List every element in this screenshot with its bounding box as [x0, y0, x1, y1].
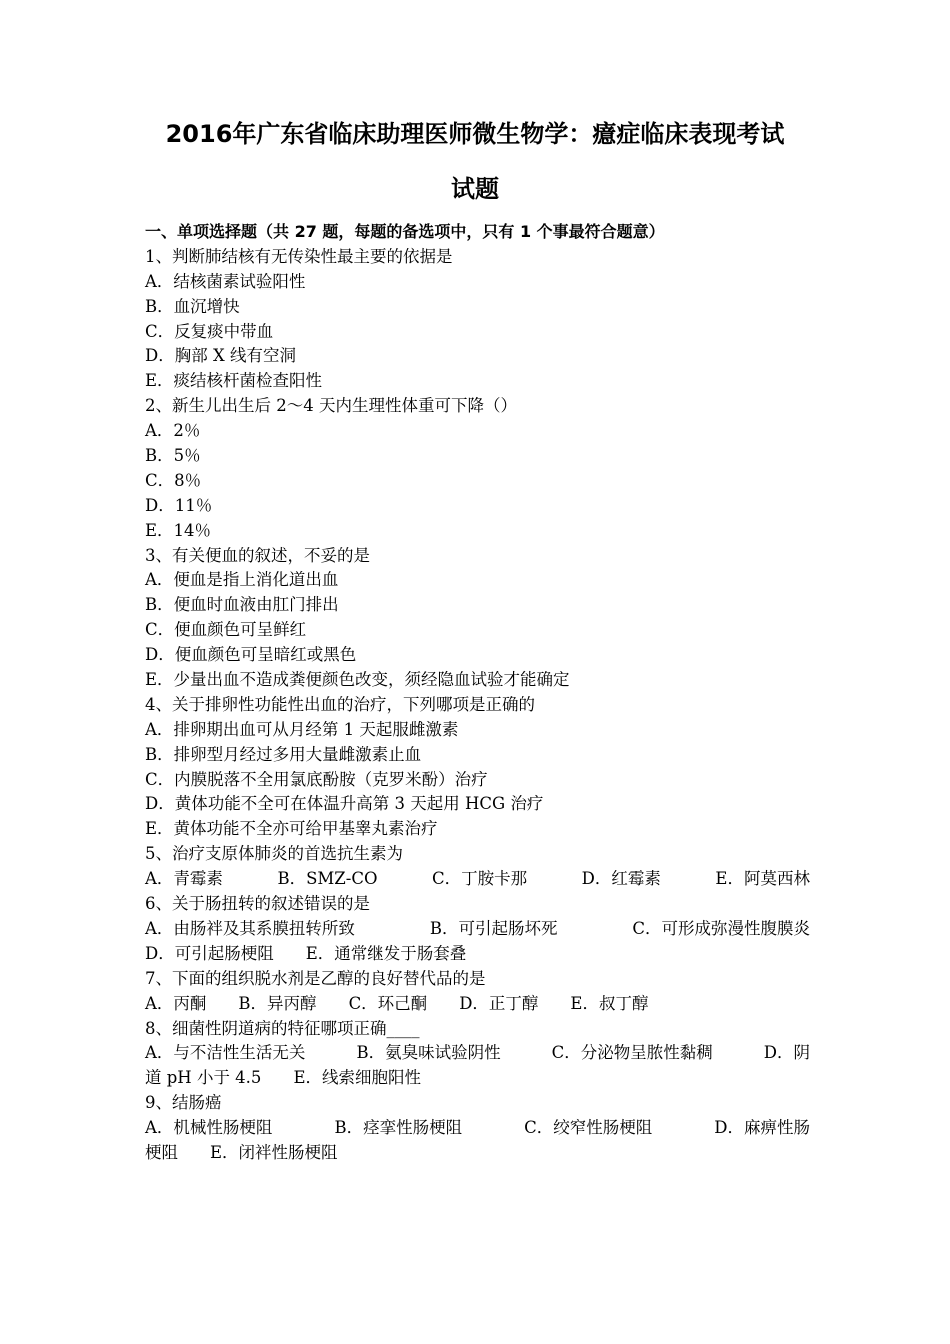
- question-5: [145, 842, 810, 892]
- option-b: B．5％: [145, 446, 201, 466]
- question-stem: 7、下面的组织脱水剂是乙醇的良好替代品的是: [145, 968, 486, 988]
- question-stem: 2、新生儿出生后 2～4 天内生理性体重可下降（）: [145, 396, 517, 416]
- option-d: D．胸部 X 线有空洞: [145, 346, 296, 366]
- option-d-continued: 梗阻: [145, 1142, 178, 1162]
- option-a: A．机械性肠梗阻: [145, 1118, 273, 1138]
- option-e: E．线索细胞阳性: [293, 1068, 421, 1088]
- option-e: E．通常继发于肠套叠: [305, 943, 467, 963]
- options-row: [145, 867, 810, 892]
- option-d: D．11％: [145, 495, 213, 515]
- question-stem: 4、关于排卵性功能性出血的治疗，下列哪项是正确的: [145, 694, 535, 714]
- option-e: E．叔丁醇: [570, 993, 649, 1013]
- option-c: C．绞窄性肠梗阻: [524, 1118, 653, 1138]
- option-b: B．排卵型月经过多用大量雌激素止血: [145, 744, 422, 764]
- option-a: A．由肠袢及其系膜扭转所致: [145, 918, 355, 938]
- options-row-1: [145, 1116, 810, 1141]
- question-stem: 1、判断肺结核有无传染性最主要的依据是: [145, 246, 453, 266]
- question-stem: 9、结肠癌: [145, 1093, 222, 1113]
- option-a: A．排卵期出血可从月经第 1 天起服雌激素: [145, 719, 459, 739]
- option-c: C．8％: [145, 470, 202, 490]
- option-c: C．环己酮: [348, 993, 428, 1013]
- question-stem: 6、关于肠扭转的叙述错误的是: [145, 894, 370, 914]
- option-d: D．阴: [763, 1043, 810, 1063]
- option-a: A．丙酮: [145, 993, 207, 1013]
- option-a: A．结核菌素试验阳性: [145, 271, 306, 291]
- option-c: C．内膜脱落不全用氯底酚胺（克罗米酚）治疗: [145, 769, 488, 789]
- option-d: D．正丁醇: [459, 993, 539, 1013]
- question-1: [145, 245, 810, 394]
- option-a: A．青霉素: [145, 869, 223, 889]
- options-row-2: [145, 942, 810, 967]
- question-stem: 8、细菌性阴道病的特征哪项正确____: [145, 1018, 420, 1038]
- option-b: B．血沉增快: [145, 296, 240, 316]
- question-4: [145, 693, 810, 842]
- option-c: C．丁胺卡那: [432, 869, 528, 889]
- question-6: [145, 892, 810, 967]
- option-b: B．氨臭味试验阴性: [356, 1043, 501, 1063]
- option-d-continued: 道 pH 小于 4.5: [145, 1068, 262, 1088]
- question-stem: 5、治疗支原体肺炎的首选抗生素为: [145, 844, 403, 864]
- document-title-line-1: 2016年广东省临床助理医师微生物学：癔症临床表现考试: [165, 120, 785, 148]
- option-d: D．黄体功能不全可在体温升高第 3 天起用 HCG 治疗: [145, 794, 544, 814]
- option-e: E．少量出血不造成粪便颜色改变，须经隐血试验才能确定: [145, 670, 570, 690]
- option-a: A．2％: [145, 421, 201, 441]
- option-c: C．便血颜色可呈鲜红: [145, 620, 307, 640]
- option-d: D．麻痹性肠: [714, 1118, 810, 1138]
- option-a: A．便血是指上消化道出血: [145, 570, 339, 590]
- option-d: D．可引起肠梗阻: [145, 943, 274, 963]
- option-c: C．反复痰中带血: [145, 321, 274, 341]
- option-b: B．SMZ-CO: [277, 869, 378, 889]
- option-e: E．14％: [145, 520, 212, 540]
- option-e: E．阿莫西林: [715, 869, 810, 889]
- question-3: [145, 544, 810, 693]
- document-body: [145, 220, 810, 1166]
- question-9: [145, 1091, 810, 1166]
- options-row-2: [145, 1141, 810, 1166]
- option-d: D．便血颜色可呈暗红或黑色: [145, 645, 357, 665]
- option-d: D．红霉素: [581, 869, 661, 889]
- option-c: C．可形成弥漫性腹膜炎: [632, 918, 810, 938]
- question-stem: 3、有关便血的叙述，不妥的是: [145, 545, 370, 565]
- option-a: A．与不洁性生活无关: [145, 1043, 306, 1063]
- option-b: B．异丙醇: [238, 993, 317, 1013]
- options-row-1: [145, 1041, 810, 1066]
- options-row-1: [145, 917, 810, 942]
- option-e: E．闭袢性肠梗阻: [210, 1142, 338, 1162]
- option-e: E．痰结核杆菌检查阳性: [145, 371, 323, 391]
- question-7: [145, 967, 810, 1017]
- question-2: [145, 394, 810, 543]
- options-row: [145, 992, 810, 1017]
- document-title-line-2: 试题: [451, 175, 499, 203]
- option-b: B．便血时血液由肛门排出: [145, 595, 339, 615]
- question-8: [145, 1017, 810, 1092]
- option-b: B．可引起肠坏死: [429, 918, 558, 938]
- section-heading: 一、单项选择题（共 27 题，每题的备选项中，只有 1 个事最符合题意）: [145, 222, 665, 241]
- option-e: E．黄体功能不全亦可给甲基睾丸素治疗: [145, 819, 438, 839]
- options-row-2: [145, 1066, 810, 1091]
- option-b: B．痉挛性肠梗阻: [334, 1118, 463, 1138]
- option-c: C．分泌物呈脓性黏稠: [551, 1043, 713, 1063]
